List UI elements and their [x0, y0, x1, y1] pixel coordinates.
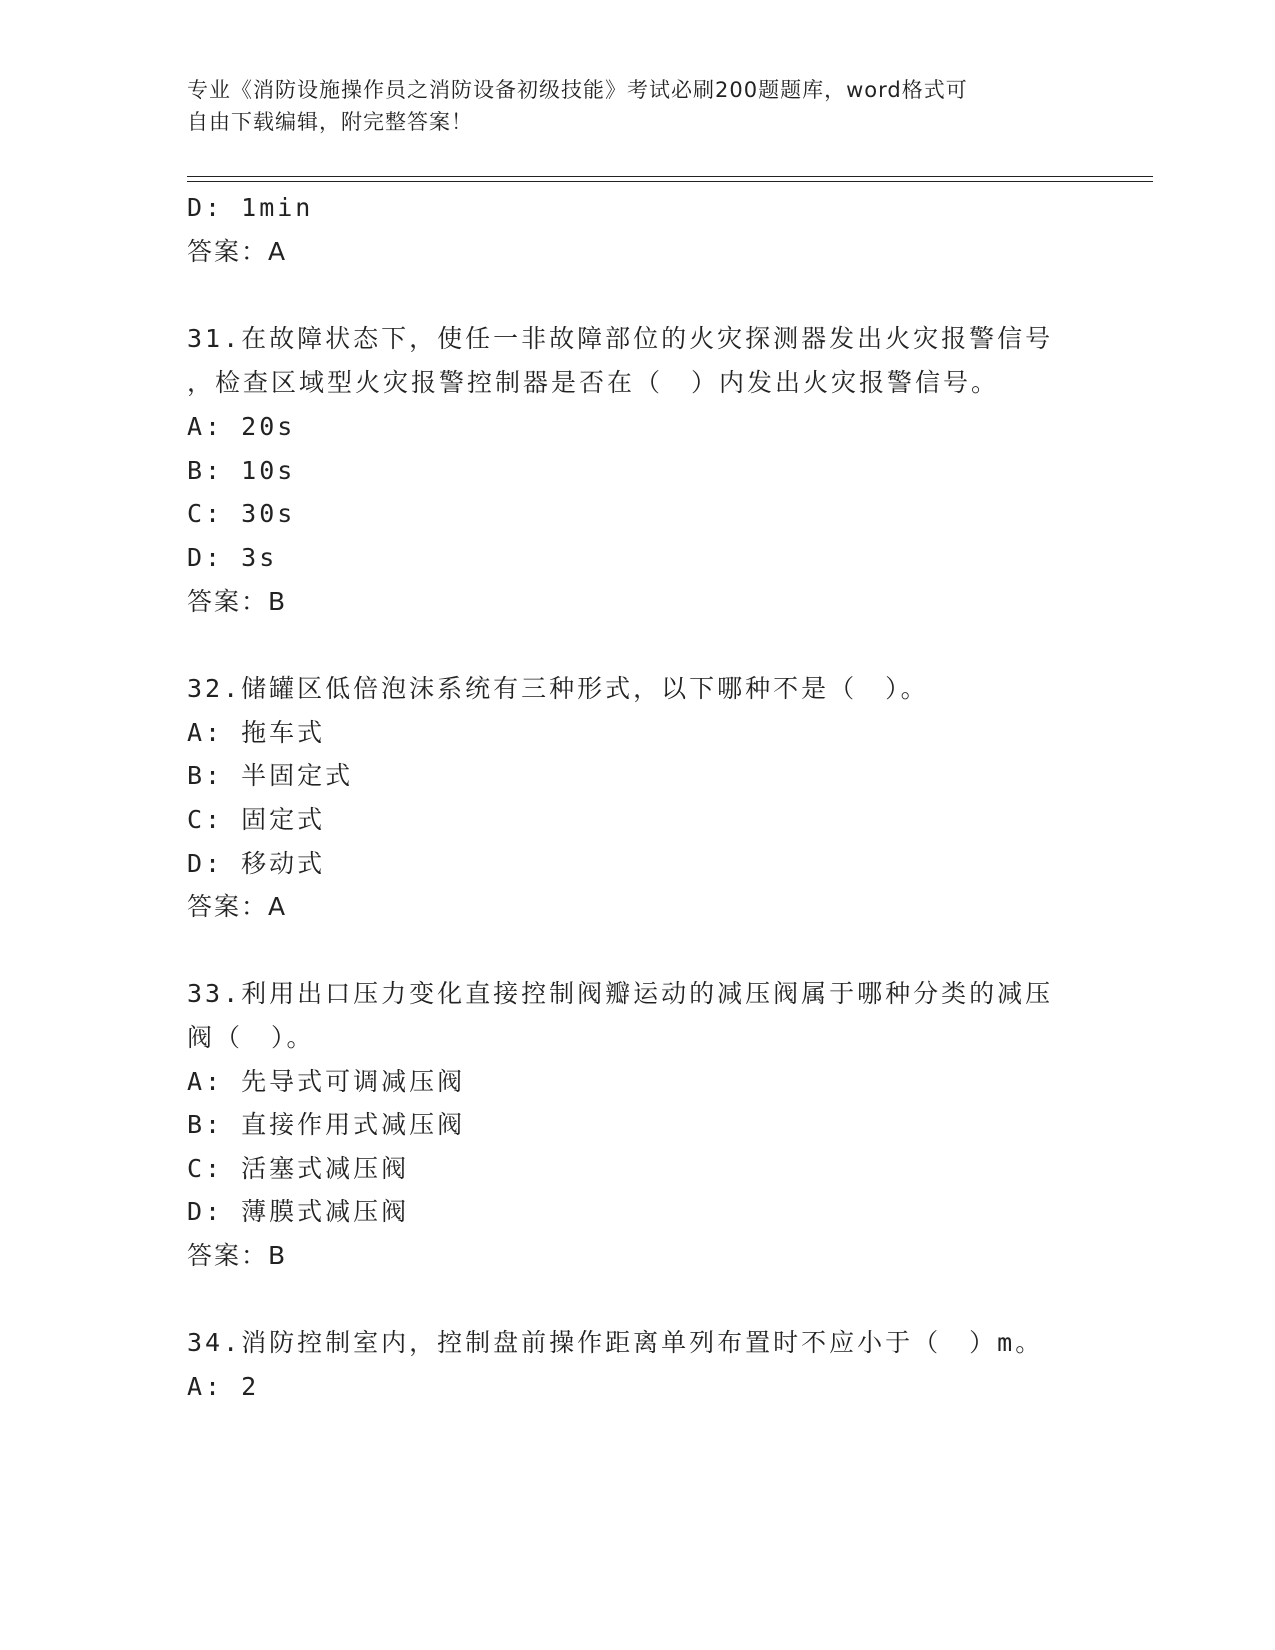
question-31-answer: 答案：B — [187, 587, 288, 616]
option-d: D: 1min — [187, 193, 314, 222]
question-33-option-a: A: 先导式可调减压阀 — [187, 1067, 466, 1096]
question-31-stem-line-2: ，检查区域型火灾报警控制器是否在（ ）内发出火灾报警信号。 — [187, 368, 1000, 397]
question-33-answer: 答案：B — [187, 1241, 288, 1270]
question-32-option-c: C: 固定式 — [187, 805, 326, 834]
header-title-line-1: 专业《消防设施操作员之消防设备初级技能》考试必刷200题题库，word格式可 — [187, 78, 968, 102]
question-31-option-c: C: 30s — [187, 499, 296, 528]
question-31-option-d: D: 3s — [187, 543, 278, 572]
question-32-answer: 答案：A — [187, 892, 288, 921]
question-31-option-b: B: 10s — [187, 456, 296, 485]
question-33-stem-line-2: 阀（ ）。 — [187, 1023, 315, 1052]
header-rule-bottom — [187, 181, 1153, 182]
question-33-option-c: C: 活塞式减压阀 — [187, 1154, 410, 1183]
header-title-line-2: 自由下载编辑，附完整答案！ — [187, 110, 473, 134]
question-34-option-a: A: 2 — [187, 1372, 260, 1401]
header-rule-top — [187, 176, 1153, 177]
answer: 答案：A — [187, 237, 288, 266]
question-32-option-b: B: 半固定式 — [187, 761, 354, 790]
question-33-option-b: B: 直接作用式减压阀 — [187, 1110, 466, 1139]
question-31-option-a: A: 20s — [187, 412, 296, 441]
question-33-option-d: D: 薄膜式减压阀 — [187, 1197, 410, 1226]
question-32-option-d: D: 移动式 — [187, 849, 326, 878]
page-header — [187, 74, 1067, 138]
question-32-option-a: A: 拖车式 — [187, 718, 326, 747]
question-34-stem-line-1: 34.消防控制室内，控制盘前操作距离单列布置时不应小于（ ）m。 — [187, 1328, 1044, 1357]
question-33-stem-line-1: 33.利用出口压力变化直接控制阀瓣运动的减压阀属于哪种分类的减压 — [187, 979, 1054, 1008]
question-31-stem-line-1: 31.在故障状态下，使任一非故障部位的火灾探测器发出火灾报警信号 — [187, 324, 1054, 353]
question-32-stem-line-1: 32.储罐区低倍泡沫系统有三种形式，以下哪种不是（ ）。 — [187, 674, 929, 703]
